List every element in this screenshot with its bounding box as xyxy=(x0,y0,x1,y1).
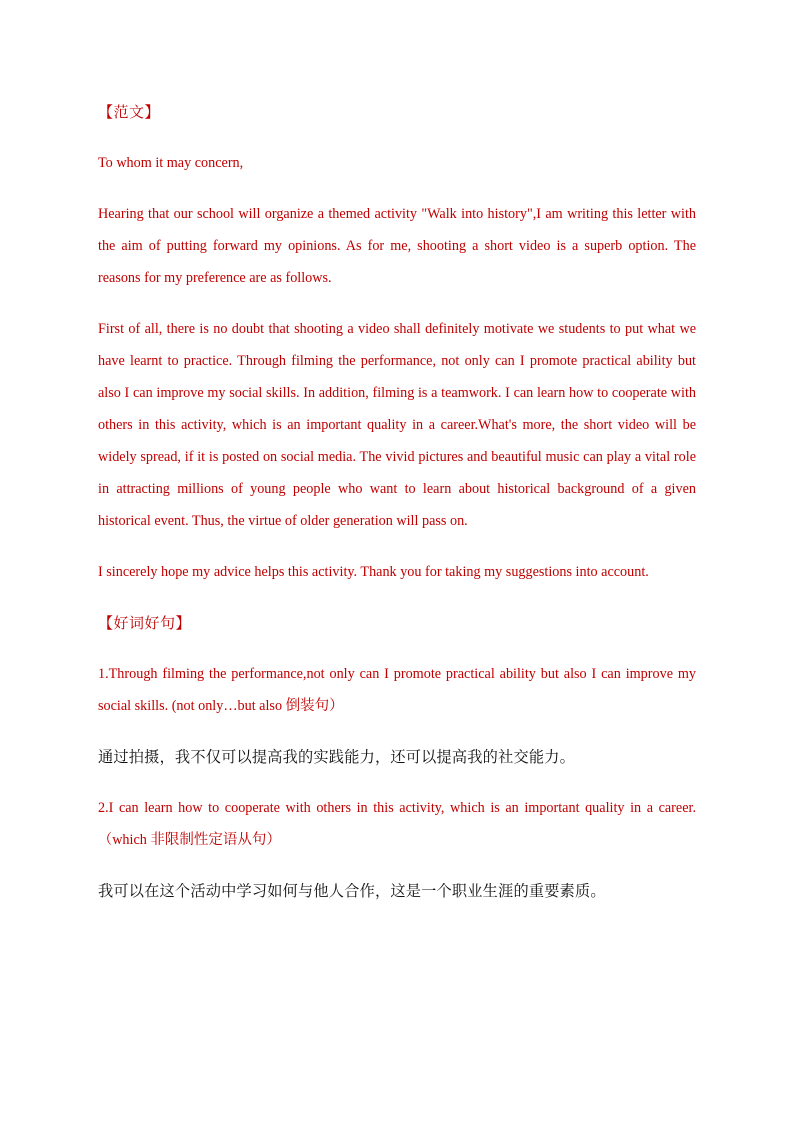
sentence-2-translation: 我可以在这个活动中学习如何与他人合作，这是一个职业生涯的重要素质。 xyxy=(98,882,606,900)
model-essay-heading: 【范文】 xyxy=(98,103,161,121)
salutation: To whom it may concern, xyxy=(98,155,244,171)
sentence-1-text: 1.Through filming the performance,not only can I promote practical ability but also I can improve my social skills. (not only…but also xyxy=(98,666,696,714)
sentence-1-note: 倒装句） xyxy=(285,698,344,714)
sentence-1-translation: 通过拍摄，我不仅可以提高我的实践能力，还可以提高我的社交能力。 xyxy=(98,748,576,766)
sentence-1-english xyxy=(98,658,696,722)
essay-paragraph-2: First of all, there is no doubt that shooting a video shall definitely motivate we students to put what we have learnt to practice. Through filming the performance, not only can I promote practical ability but also I can improve my social skills. In addition, filming is a teamwork. I can learn how to cooperate with others in this activity, which is an important quality in a career.What's more, the short video will be widely spread, if it is posted on social media. The vivid pictures and beautiful music can play a vital role in attracting millions of young people who want to learn about historical background of a given historical event. Thus, the virtue of older generation will pass on. xyxy=(98,321,696,529)
sentence-2-note: 非限制性定语从句） xyxy=(150,832,281,848)
essay-paragraph-3: I sincerely hope my advice helps this activity. Thank you for taking my suggestions into account. xyxy=(98,564,649,580)
sentence-2-text: 2.I can learn how to cooperate with others in this activity, which is an important quality in a career. （which xyxy=(98,800,696,848)
good-phrases-heading: 【好词好句】 xyxy=(98,614,192,632)
sentence-2-english xyxy=(98,792,696,856)
essay-paragraph-1: Hearing that our school will organize a themed activity "Walk into history",I am writing this letter with the aim of putting forward my opinions. As for me, shooting a short video is a superb option. The reasons for my preference are as follows. xyxy=(98,206,696,286)
document-body xyxy=(98,96,696,926)
